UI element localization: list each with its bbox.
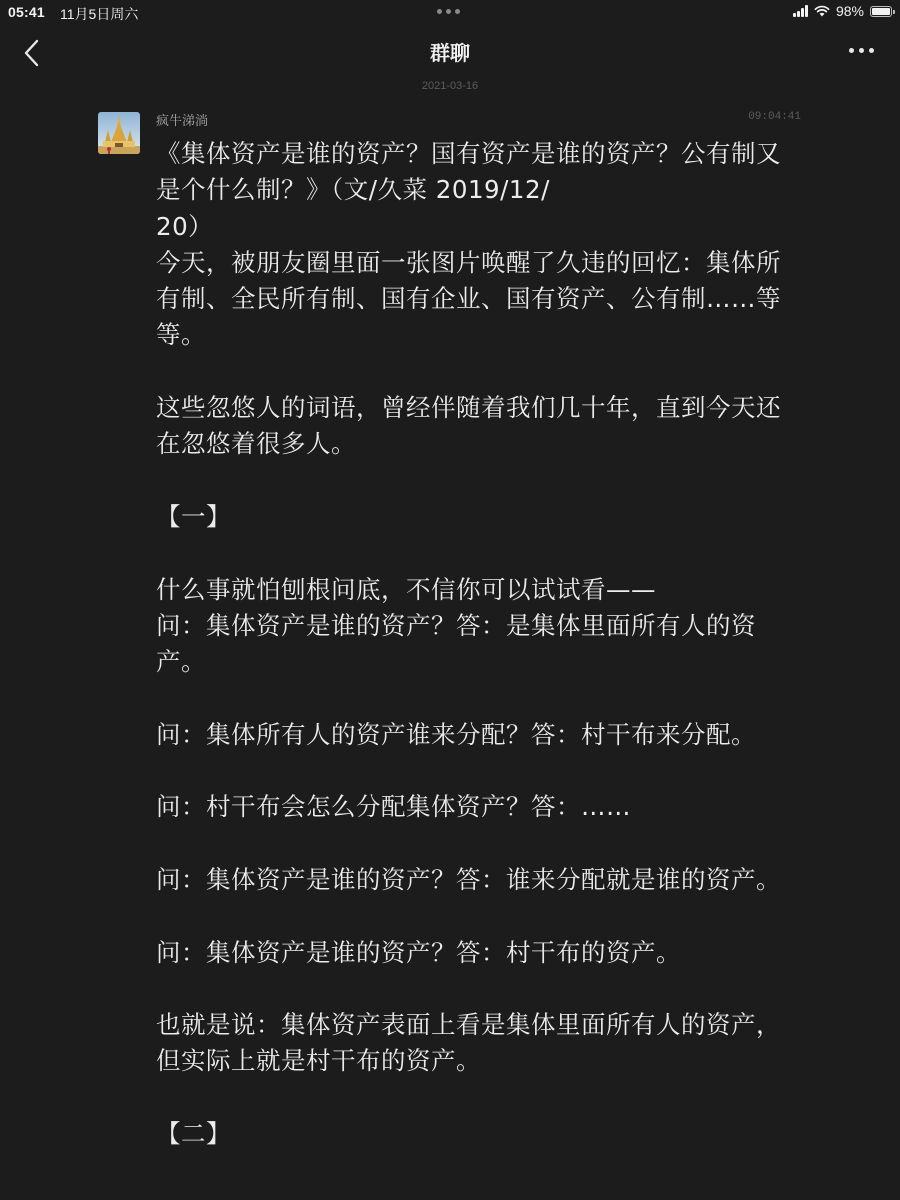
message-paragraph: 【一】	[156, 501, 231, 531]
sender-name: 疯牛涕淌	[156, 114, 209, 129]
message-time: 09:04:41	[748, 111, 801, 123]
navigation-bar	[0, 24, 900, 80]
message-paragraph: 问：集体资产是谁的资产？答：谁来分配就是谁的资产。	[156, 864, 781, 894]
message-paragraph: 这些忽悠人的词语，曾经伴随着我们几十年，直到今天还在忽悠着很多人。	[156, 393, 781, 459]
message-paragraph: 今天，被朋友圈里面一张图片唤醒了久违的回忆：集体所有制、全民所有制、国有企业、国有资产、公有制……等等。	[156, 247, 781, 350]
message-paragraph: 问：村干布会怎么分配集体资产？答：……	[156, 792, 631, 822]
blank-line	[156, 463, 801, 499]
wifi-icon	[814, 5, 830, 17]
blank-line	[156, 354, 801, 390]
message-paragraph: 问：集体所有人的资产谁来分配？答：村干布来分配。	[156, 719, 756, 749]
date-divider: 2021-03-16	[421, 80, 479, 92]
status-date: 11月5日周六	[60, 6, 139, 22]
message-paragraph: 也就是说：集体资产表面上看是集体里面所有人的资产，但实际上就是村干布的资产。	[156, 1010, 781, 1076]
blank-line	[156, 898, 801, 934]
more-dots-icon	[849, 48, 854, 53]
blank-line	[156, 826, 801, 862]
multitasking-dots-icon[interactable]	[437, 9, 460, 14]
blank-line	[156, 1080, 801, 1116]
cellular-signal-icon	[793, 5, 808, 17]
message-paragraph: 20）	[156, 211, 214, 241]
more-options-button[interactable]	[849, 48, 874, 53]
battery-percentage: 98%	[835, 3, 864, 19]
blank-line	[156, 680, 801, 716]
message-paragraph: 什么事就怕刨根问底，不信你可以试试看——	[156, 574, 656, 604]
status-indicators	[793, 3, 892, 19]
status-bar	[0, 0, 900, 24]
message-paragraph: 问：集体资产是谁的资产？答：村干布的资产。	[156, 937, 681, 967]
message-text[interactable]	[156, 136, 801, 1152]
blank-line	[156, 535, 801, 571]
message-paragraph: 问：集体资产是谁的资产？答：是集体里面所有人的资产。	[156, 610, 756, 677]
message-paragraph: 《集体资产是谁的资产？国有资产是谁的资产？公有制又是个什么制？》（文/久菜 2019/12/	[156, 139, 781, 205]
message-paragraph: 【二】	[156, 1119, 231, 1149]
status-time: 05:41	[8, 4, 45, 20]
blank-line	[156, 753, 801, 789]
avatar[interactable]	[98, 112, 140, 154]
blank-line	[156, 971, 801, 1007]
battery-icon	[870, 6, 892, 17]
page-title: 群聊	[430, 41, 470, 65]
